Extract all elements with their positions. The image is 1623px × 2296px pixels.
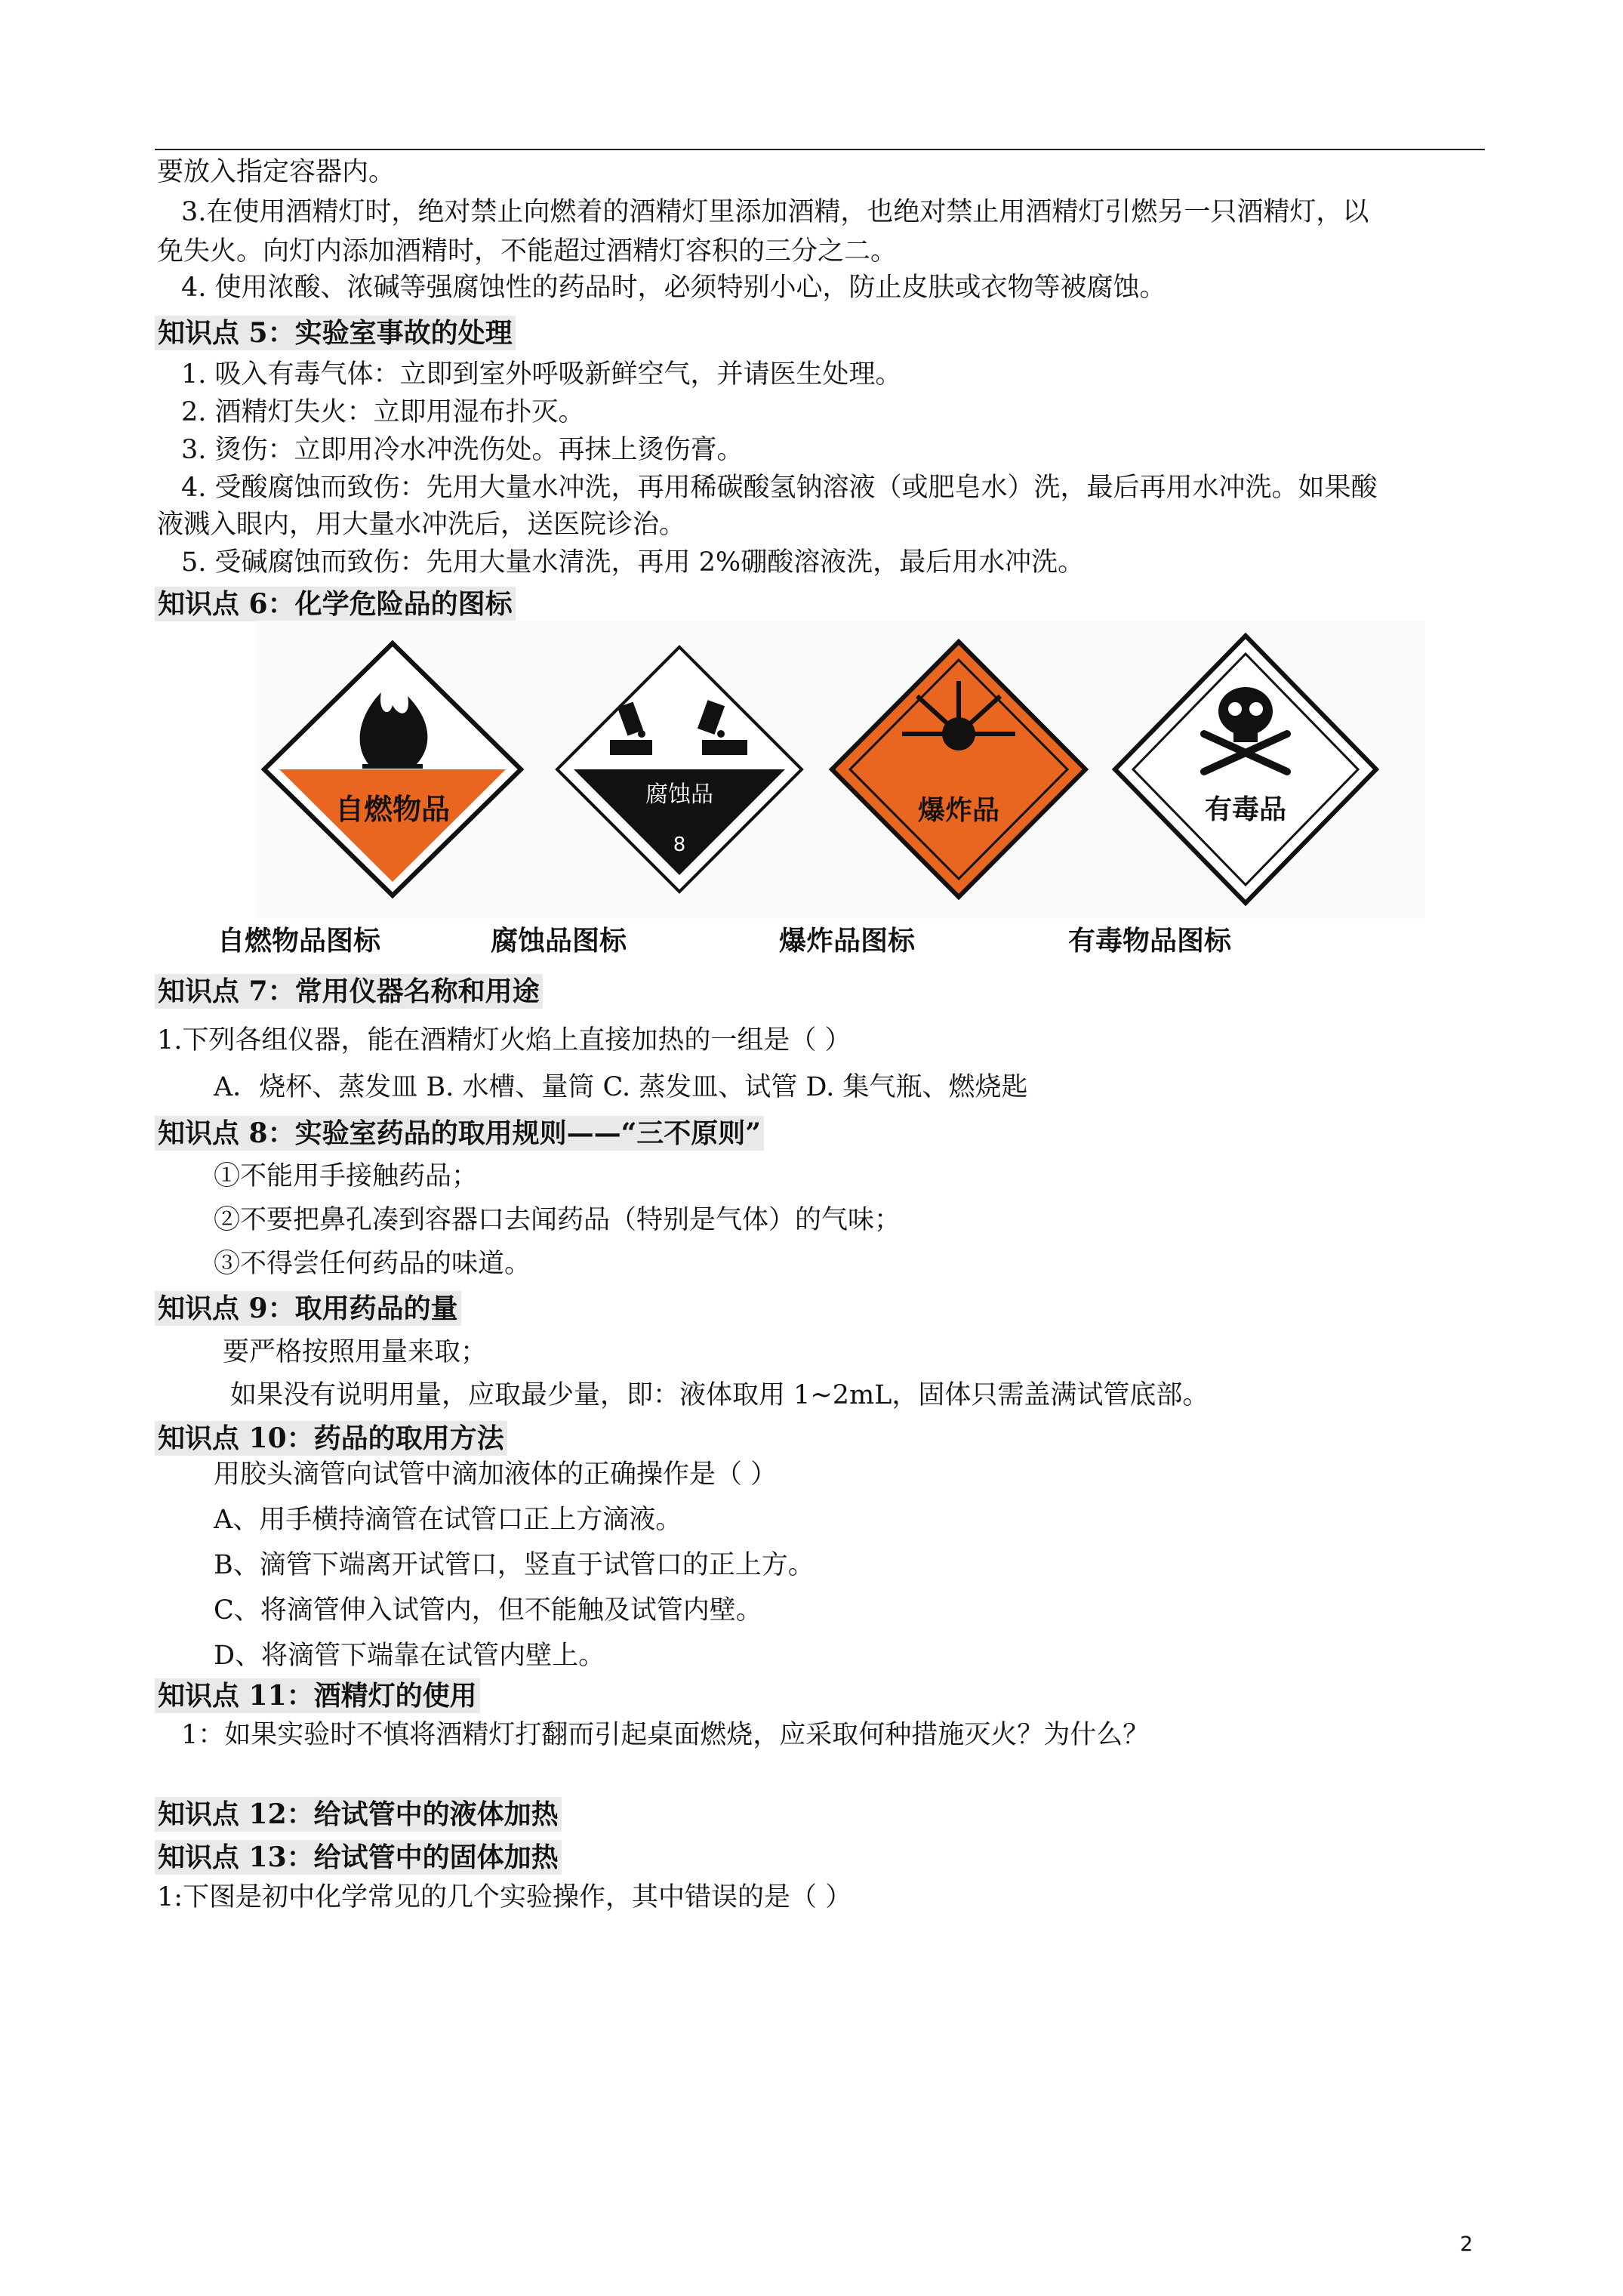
section-heading-6: 知识点 6：化学危险品的图标 [155, 587, 516, 621]
section-heading-13: 知识点 13：给试管中的固体加热 [155, 1840, 562, 1875]
text-line: 如果没有说明用量，应取最少量，即：液体取用 1~2mL，固体只需盖满试管底部。 [230, 1380, 1209, 1410]
corrosive-sign-icon [557, 647, 802, 892]
text-line: 3.在使用酒精灯时，绝对禁止向燃着的酒精灯里添加酒精，也绝对禁止用酒精灯引燃另一只酒精灯，以 [181, 197, 1369, 227]
flammable-sign-label: 自燃物品 [334, 793, 451, 826]
text-line: 4. 使用浓酸、浓碱等强腐蚀性的药品时，必须特别小心，防止皮肤或衣物等被腐蚀。 [181, 273, 1166, 303]
corrosive-sign-class: 8 [673, 834, 686, 856]
text-line: ①不能用手接触药品； [214, 1161, 479, 1191]
section-heading-7: 知识点 7：常用仪器名称和用途 [155, 974, 543, 1009]
section-heading-8: 知识点 8：实验室药品的取用规则——“三不原则” [155, 1116, 764, 1151]
section-heading-11: 知识点 11：酒精灯的使用 [155, 1678, 480, 1713]
text-line: B、滴管下端离开试管口，竖直于试管口的正上方。 [214, 1550, 815, 1580]
toxic-sign-icon [1115, 636, 1376, 903]
text-line: 要放入指定容器内。 [157, 157, 396, 187]
text-line: 用胶头滴管向试管中滴加液体的正确操作是（ ） [214, 1459, 778, 1490]
section-heading-10: 知识点 10：药品的取用方法 [155, 1421, 507, 1456]
caption-corrosive: 腐蚀品图标 [491, 925, 627, 957]
text-line: 5. 受碱腐蚀而致伤：先用大量水清洗，再用 2%硼酸溶液洗，最后用水冲洗。 [181, 547, 1085, 578]
text-line: C、将滴管伸入试管内，但不能触及试管内壁。 [214, 1595, 762, 1626]
text-line: 1：如果实验时不慎将酒精灯打翻而引起桌面燃烧，应采取何种措施灭火？为什么？ [181, 1720, 1150, 1750]
text-line: 1. 吸入有毒气体：立即到室外呼吸新鲜空气，并请医生处理。 [181, 359, 902, 390]
text-line: 3. 烫伤：立即用冷水冲洗伤处。再抹上烫伤膏。 [181, 435, 744, 465]
section-heading-12: 知识点 12：给试管中的液体加热 [155, 1797, 562, 1832]
caption-flammable: 自燃物品图标 [217, 925, 381, 957]
corrosive-sign-label: 腐蚀品 [645, 781, 713, 808]
section-heading-5: 知识点 5：实验室事故的处理 [155, 316, 516, 350]
text-line: 1:下图是初中化学常见的几个实验操作，其中错误的是（ ） [157, 1882, 852, 1912]
text-line: A．烧杯、蒸发皿 B. 水槽、量筒 C. 蒸发皿、试管 D. 集气瓶、燃烧匙 [214, 1072, 1028, 1102]
text-line: 免失火。向灯内添加酒精时，不能超过酒精灯容积的三分之二。 [157, 236, 898, 267]
explosive-sign-label: 爆炸品 [917, 795, 1000, 826]
header-rule [155, 149, 1485, 150]
text-line: A、用手横持滴管在试管口正上方滴液。 [214, 1505, 682, 1535]
toxic-sign-label: 有毒品 [1204, 794, 1287, 825]
text-line: 2. 酒精灯失火：立即用湿布扑灭。 [181, 397, 585, 427]
text-line: 液溅入眼内，用大量水冲洗后，送医院诊治。 [157, 510, 686, 540]
text-line: D、将滴管下端靠在试管内壁上。 [214, 1641, 605, 1671]
text-line: 4. 受酸腐蚀而致伤：先用大量水冲洗，再用稀碳酸氢钠溶液（或肥皂水）洗，最后再用水冲洗。如果酸 [181, 473, 1378, 503]
text-line: ②不要把鼻孔凑到容器口去闻药品（特别是气体）的气味； [214, 1205, 901, 1235]
text-line: 要严格按照用量来取； [223, 1337, 488, 1367]
section-heading-9: 知识点 9：取用药品的量 [155, 1291, 461, 1326]
flammable-sign-icon [264, 643, 521, 895]
caption-explosive: 爆炸品图标 [779, 925, 916, 957]
text-line: ③不得尝任何药品的味道。 [214, 1249, 531, 1279]
page-number: 2 [1460, 2233, 1474, 2256]
hazard-signs-figure [257, 621, 1425, 919]
text-line: 1.下列各组仪器，能在酒精灯火焰上直接加热的一组是（ ） [157, 1025, 852, 1056]
caption-toxic: 有毒物品图标 [1068, 925, 1232, 957]
explosive-sign-icon [832, 642, 1086, 897]
